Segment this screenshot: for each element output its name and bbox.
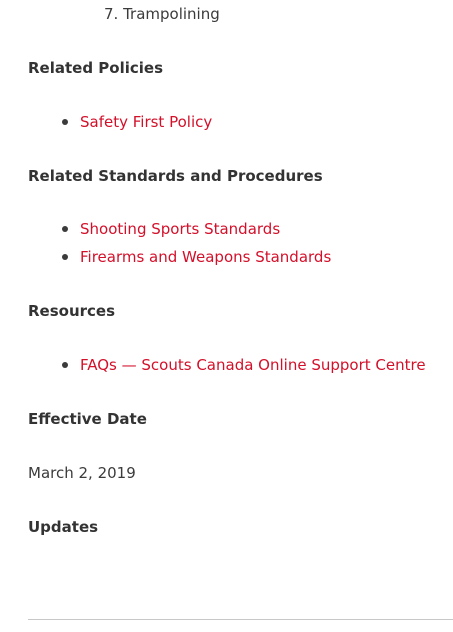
bullet-icon	[62, 362, 68, 368]
shooting-sports-standards-link[interactable]: Shooting Sports Standards	[80, 220, 281, 238]
bullet-icon	[62, 119, 68, 125]
bullet-icon	[62, 226, 68, 232]
related-standards-heading: Related Standards and Procedures	[28, 167, 323, 185]
bullet-icon	[62, 254, 68, 260]
faqs-support-centre-link[interactable]: FAQs — Scouts Canada Online Support Centre	[80, 356, 426, 374]
list-item	[62, 246, 331, 268]
list-item	[62, 218, 280, 240]
list-item	[62, 111, 212, 133]
updates-heading: Updates	[28, 518, 99, 536]
effective-date-value: March 2, 2019	[28, 464, 136, 482]
divider	[28, 619, 453, 620]
list-item	[62, 354, 426, 376]
resources-heading: Resources	[28, 302, 116, 320]
firearms-weapons-standards-link[interactable]: Firearms and Weapons Standards	[80, 248, 332, 266]
effective-date-heading: Effective Date	[28, 410, 147, 428]
related-policies-heading: Related Policies	[28, 59, 164, 77]
safety-first-policy-link[interactable]: Safety First Policy	[80, 113, 213, 131]
ordered-list-item-trampolining: 7. Trampolining	[104, 5, 220, 23]
